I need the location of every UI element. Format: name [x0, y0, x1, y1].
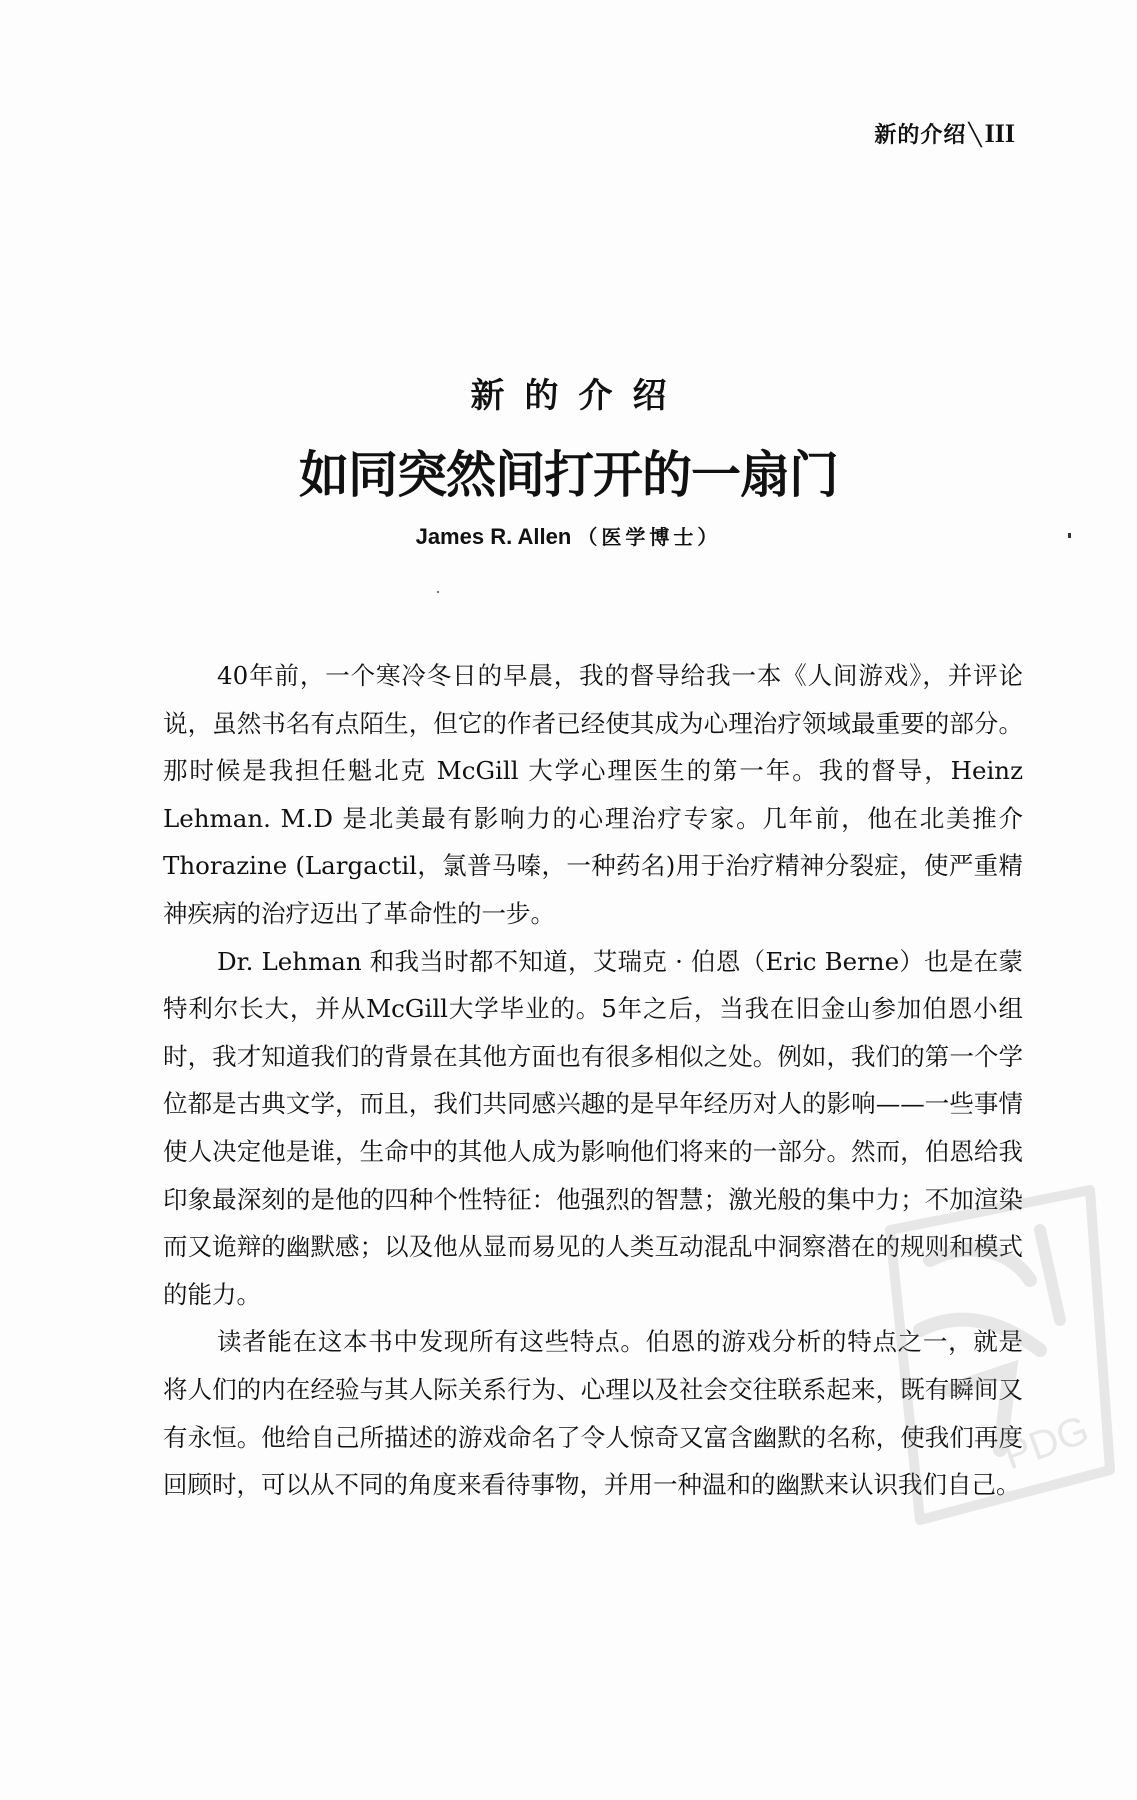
paragraph: 读者能在这本书中发现所有这些特点。伯恩的游戏分析的特点之一，就是将人们的内在经验与其人际关系行为、心理以及社会交往联系起来，既有瞬间又有永恒。他给自己所描述的游戏命名了令人惊奇又富含幽默的名称，使我们再度回顾时，可以从不同的角度来看待事物，并用一种温和的幽默来认识我们自己。	[163, 1327, 1023, 1500]
scan-speck	[1068, 533, 1071, 538]
title-block	[0, 368, 1137, 550]
scan-speck	[437, 591, 439, 593]
library-watermark	[860, 1170, 1120, 1530]
chapter-title: 如同突然间打开的一扇门	[299, 446, 838, 504]
page-number: III	[984, 119, 1015, 148]
header-divider: ╲	[968, 123, 983, 148]
paragraph: Dr. Lehman 和我当时都不知道，艾瑞克 · 伯恩（Eric Berne）也是在蒙特利尔长大，并从McGill大学毕业的。5年之后，当我在旧金山参加伯恩小组时，我才知道我们的背景在其他方面也有很多相似之处。例如，我们的第一个学位都是古典文学，而且，我们共同感兴趣的是早年经历对人的影响——一些事情使人决定他是谁，生命中的其他人成为影响他们将来的一部分。然而，伯恩给我印象最深刻的是他的四种个性特征：他强烈的智慧；激光般的集中力；不加渲染而又诡辩的幽默感；以及他从显而易见的人类互动混乱中洞察潜在的规则和模式的能力。	[163, 946, 1023, 1309]
watermark-text: PDG	[998, 1407, 1095, 1479]
author-line	[0, 521, 1137, 550]
paragraph: 40年前，一个寒冷冬日的早晨，我的督导给我一本《人间游戏》，并评论说，虽然书名有点陌生，但它的作者已经使其成为心理治疗领域最重要的部分。那时候是我担任魁北克 McGill 大学心理医生的第一年。我的督导，Heinz Lehman. M.D 是北美最有影响力的心理治疗专家。几年前，他在北美推介 Thorazine (Largactil，氯普马嗪，一种药名)用于治疗精神分裂症，使严重精神疾病的治疗迈出了革命性的一步。	[163, 661, 1023, 928]
running-header	[874, 118, 1015, 149]
author-name: James R. Allen	[415, 524, 572, 549]
running-header-section: 新的介绍	[874, 122, 967, 148]
author-credential: （医学博士）	[577, 525, 722, 549]
section-subtitle: 新的介绍	[470, 376, 687, 416]
